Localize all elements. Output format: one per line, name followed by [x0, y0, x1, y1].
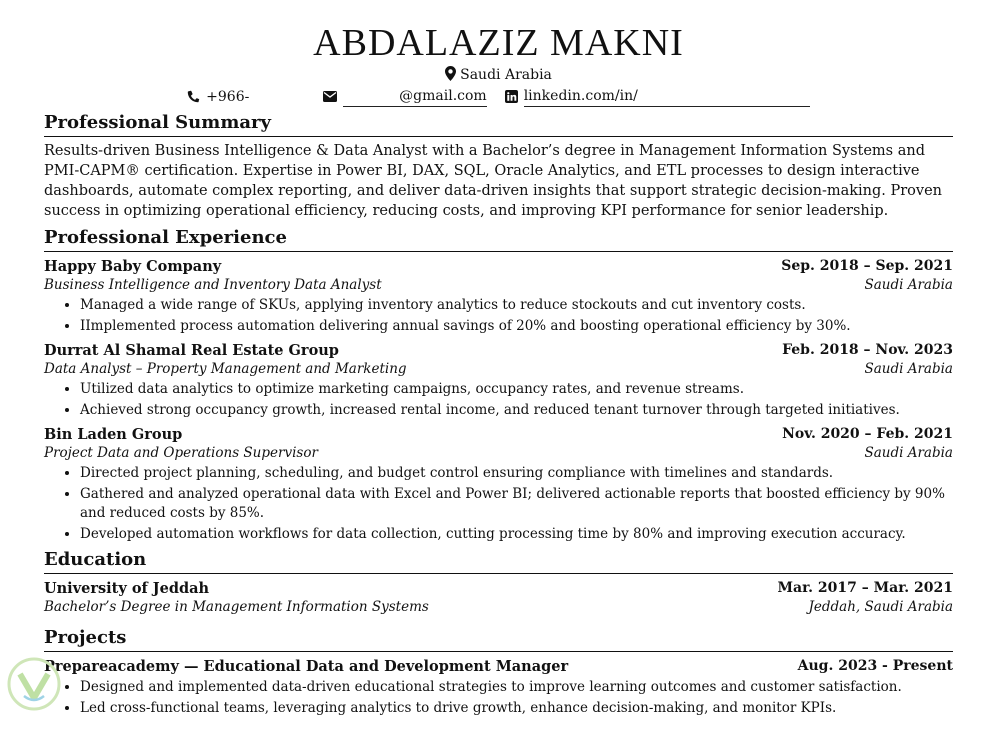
envelope-icon — [323, 91, 337, 102]
section-heading: Professional Experience — [44, 226, 953, 252]
job-role: Data Analyst – Property Management and Marketing — [44, 361, 407, 377]
linkedin-link[interactable] — [524, 86, 810, 107]
job-location: Saudi Arabia — [864, 445, 953, 461]
job-entry — [44, 425, 953, 544]
education-dates: Mar. 2017 – Mar. 2021 — [777, 580, 953, 596]
bullet-item: • Directed project planning, scheduling, and budget control ensuring compliance with timelines and standards. — [80, 464, 953, 483]
location-line — [44, 66, 953, 84]
company-name: Bin Laden Group — [44, 426, 183, 443]
job-role: Business Intelligence and Inventory Data Analyst — [44, 277, 382, 293]
section-heading: Professional Summary — [44, 111, 953, 137]
bullet-item: • Designed and implemented data-driven educational strategies to improve learning outcomes and customer satisfaction. — [80, 678, 953, 697]
summary-text: Results-driven Business Intelligence & Data Analyst with a Bachelor’s degree in Management Information Systems and PMI-CAPM® certification. Expertise in Power BI, DAX, SQL, Oracle Analytics, and ETL processes to design interactive dashboards, automate complex reporting, and deliver data-driven insights that support strategic decision-making. Proven success in optimizing operational efficiency, reducing costs, and improving KPI performance for senior leadership. — [44, 143, 943, 219]
school-name: University of Jeddah — [44, 580, 210, 597]
email-link[interactable] — [343, 86, 487, 107]
degree: Bachelor’s Degree in Management Information Systems — [44, 599, 429, 615]
experience-section — [44, 226, 953, 544]
phone-text: +966- — [206, 88, 250, 105]
job-dates: Nov. 2020 – Feb. 2021 — [782, 426, 953, 442]
bullet-item: • Managed a wide range of SKUs, applying inventory analytics to reduce stockouts and cut inventory costs. — [80, 296, 953, 315]
bullet-item: • Led cross-functional teams, leveraging analytics to drive growth, enhance decision-making, and monitor KPIs. — [80, 699, 953, 718]
project-heading: Prepareacademy — Educational Data and Development Manager — [44, 658, 569, 675]
job-entry — [44, 257, 953, 336]
bullet-list — [44, 464, 953, 544]
contact-bar — [44, 86, 953, 107]
linkedin-icon — [505, 90, 518, 103]
job-location: Saudi Arabia — [864, 277, 953, 293]
company-name: Happy Baby Company — [44, 258, 222, 275]
bullet-item: • Achieved strong occupancy growth, increased rental income, and reduced tenant turnover through targeted initiatives. — [80, 401, 953, 420]
bullet-item: • IImplemented process automation delivering annual savings of 20% and boosting operational efficiency by 30%. — [80, 317, 953, 336]
bullet-item: • Gathered and analyzed operational data with Excel and Power BI; delivered actionable reports that boosted efficiency by 90% and reduced costs by 85%. — [80, 485, 953, 523]
bullet-list — [44, 678, 953, 718]
job-location: Saudi Arabia — [864, 361, 953, 377]
company-name: Durrat Al Shamal Real Estate Group — [44, 342, 339, 359]
job-dates: Sep. 2018 – Sep. 2021 — [781, 258, 953, 274]
projects-section — [44, 626, 953, 718]
candidate-name: ABDALAZIZ MAKNI — [313, 22, 684, 64]
section-heading: Projects — [44, 626, 953, 652]
section-heading: Education — [44, 548, 953, 574]
phone-icon — [187, 90, 200, 103]
location-text: Saudi Arabia — [460, 67, 552, 83]
linkedin-text: linkedin.com/in/ — [523, 88, 638, 104]
bullet-item: • Developed automation workflows for data collection, cutting processing time by 80% and improving execution accuracy. — [80, 525, 953, 544]
bullet-item: • Utilized data analytics to optimize marketing campaigns, occupancy rates, and revenue streams. — [80, 380, 953, 399]
resume-page — [44, 18, 953, 720]
project-dates: Aug. 2023 - Present — [797, 658, 953, 674]
map-marker-icon — [445, 66, 456, 81]
email-text: @gmail.com — [399, 88, 487, 104]
summary-section — [44, 111, 953, 221]
education-entry — [44, 579, 953, 616]
job-role: Project Data and Operations Supervisor — [44, 445, 318, 461]
education-location: Jeddah, Saudi Arabia — [808, 599, 953, 615]
education-section — [44, 548, 953, 616]
watermark-logo — [6, 656, 62, 712]
job-dates: Feb. 2018 – Nov. 2023 — [782, 342, 953, 358]
linkedin-contact[interactable] — [505, 86, 810, 107]
email-contact[interactable] — [323, 86, 487, 107]
phone-contact[interactable] — [187, 86, 305, 107]
bullet-list — [44, 380, 953, 420]
project-entry — [44, 657, 953, 718]
job-entry — [44, 341, 953, 420]
bullet-list — [44, 296, 953, 336]
